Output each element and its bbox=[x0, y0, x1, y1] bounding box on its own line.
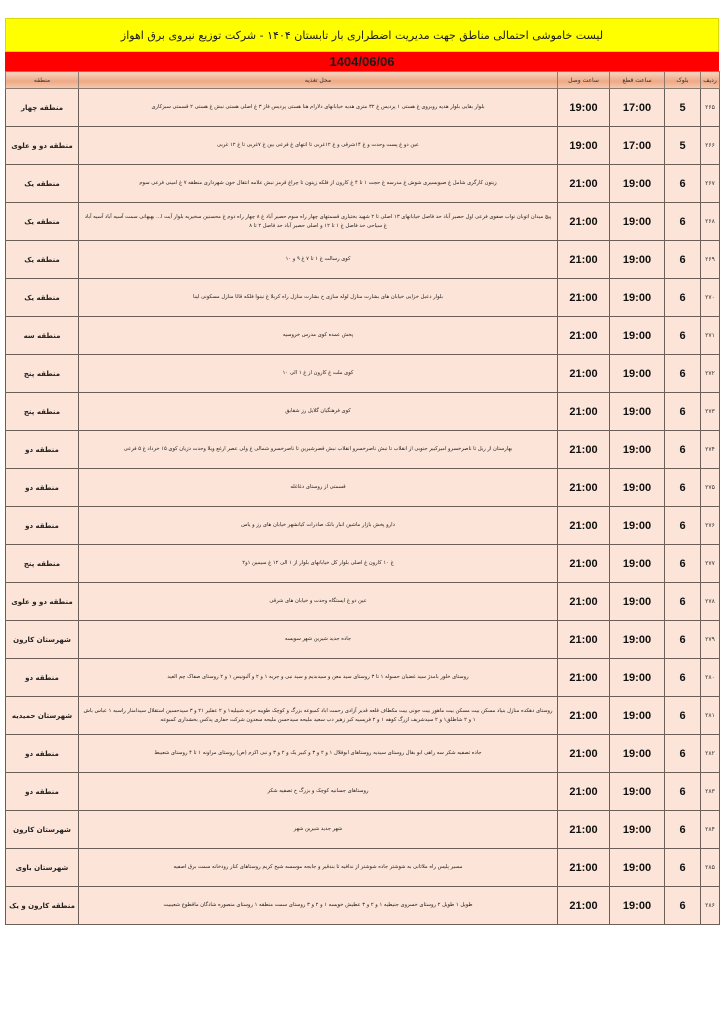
connect-time-cell: 21:00 bbox=[558, 773, 610, 811]
table-row bbox=[6, 431, 720, 469]
row-number-cell: ۲۷۴ bbox=[701, 431, 720, 469]
cut-time-cell: 19:00 bbox=[610, 393, 665, 431]
location-cell: روستای خلور بامدژ سید غضبان حسوله ۱ تا ۳ روستای سید معن و سیدبدیم و سید نبی و جریه ۱ و ۲ و آلبونیس ۱ و ۲ روستای صفاک چم العید bbox=[79, 659, 558, 697]
location-cell: کوی فرهنگیان گلایل رز شقایق bbox=[79, 393, 558, 431]
table-row bbox=[6, 849, 720, 887]
region-cell: شهرستان کارون bbox=[6, 621, 79, 659]
location-cell: قسمتی از روستای دغاغله bbox=[79, 469, 558, 507]
cut-time-cell: 19:00 bbox=[610, 431, 665, 469]
cut-time-cell: 19:00 bbox=[610, 773, 665, 811]
cut-time-cell: 19:00 bbox=[610, 507, 665, 545]
title-banner bbox=[5, 18, 719, 52]
schedule-date: 1404/06/06 bbox=[329, 54, 395, 69]
table-row bbox=[6, 241, 720, 279]
location-cell: مسیر پلیس راه ملاثانی به شوشتر جاده شوشتر از ندافیه تا بندقیر و جابجه موسسه شیخ کریم روستاهای کنار رودخانه سمت برق اصفیه bbox=[79, 849, 558, 887]
location-cell: روستاهای جسانیه کوچک و بزرگ خ تصفیه شکر bbox=[79, 773, 558, 811]
connect-time-cell: 21:00 bbox=[558, 811, 610, 849]
outage-schedule-sheet bbox=[5, 18, 719, 925]
connect-time-cell: 21:00 bbox=[558, 203, 610, 241]
region-cell: منطقه پنج bbox=[6, 393, 79, 431]
table-row bbox=[6, 583, 720, 621]
region-cell: منطقه کارون و یک bbox=[6, 887, 79, 925]
block-cell: 6 bbox=[665, 507, 701, 545]
header-region: منطقه bbox=[6, 72, 79, 89]
header-connect-time: ساعت وصل bbox=[558, 72, 610, 89]
header-block: بلوک bbox=[665, 72, 701, 89]
cut-time-cell: 19:00 bbox=[610, 735, 665, 773]
location-cell: غ ۱۰ کارون غ اصلی بلوار کل خیابانهای بلوار از ۱ الی ۱۲ غ سیمین ۱و۲ bbox=[79, 545, 558, 583]
block-cell: 5 bbox=[665, 89, 701, 127]
location-cell: زیتون کارگری شامل غ صیوبسیری شوش غ مدرسه غ حجت ۱ تا ۴ غ کارون از فلکه زیتون تا چراغ قرمز نبش علامه انتقال خون شهرداری منطقه ۷ غ امینی فرعی سوم bbox=[79, 165, 558, 203]
table-row bbox=[6, 697, 720, 735]
region-cell: منطقه پنج bbox=[6, 355, 79, 393]
region-cell: منطقه یک bbox=[6, 279, 79, 317]
cut-time-cell: 19:00 bbox=[610, 583, 665, 621]
region-cell: منطقه یک bbox=[6, 165, 79, 203]
region-cell: شهرستان کارون bbox=[6, 811, 79, 849]
cut-time-cell: 19:00 bbox=[610, 659, 665, 697]
cut-time-cell: 19:00 bbox=[610, 469, 665, 507]
connect-time-cell: 21:00 bbox=[558, 355, 610, 393]
region-cell: شهرستان حمیدیه bbox=[6, 697, 79, 735]
region-cell: منطقه دو و علوی bbox=[6, 127, 79, 165]
region-cell: شهرستان باوی bbox=[6, 849, 79, 887]
header-location: محل تغذیه bbox=[79, 72, 558, 89]
region-cell: منطقه دو bbox=[6, 507, 79, 545]
region-cell: منطقه سه bbox=[6, 317, 79, 355]
connect-time-cell: 21:00 bbox=[558, 469, 610, 507]
connect-time-cell: 21:00 bbox=[558, 507, 610, 545]
block-cell: 6 bbox=[665, 583, 701, 621]
region-cell: منطقه یک bbox=[6, 241, 79, 279]
block-cell: 6 bbox=[665, 773, 701, 811]
row-number-cell: ۲۷۳ bbox=[701, 393, 720, 431]
outage-table bbox=[5, 71, 720, 925]
region-cell: منطقه دو bbox=[6, 659, 79, 697]
block-cell: 6 bbox=[665, 659, 701, 697]
row-number-cell: ۲۷۷ bbox=[701, 545, 720, 583]
connect-time-cell: 19:00 bbox=[558, 127, 610, 165]
table-row bbox=[6, 393, 720, 431]
block-cell: 6 bbox=[665, 165, 701, 203]
block-cell: 6 bbox=[665, 355, 701, 393]
row-number-cell: ۲۷۶ bbox=[701, 507, 720, 545]
location-cell: عین دو غ پست وحدت و غ ۱۴شرقی و غ ۱۲غربی تا انتهای غ فرعی بین غ ۷غربی تا غ ۱۲ غربی bbox=[79, 127, 558, 165]
location-cell: بهارستان از ریل تا ناصرخسرو امیرکبیر جنوبی از انقلاب تا نبش ناصرخسرو انقلاب نبش قصرشیرین تا ناصرخسرو شمالی غ ولی عصر ارغع ویلا وحدت دزیان کوی ۱۵ خرداد غ ۵ فرعی bbox=[79, 431, 558, 469]
block-cell: 6 bbox=[665, 393, 701, 431]
location-cell: روستای دهکده منازل بنیاد مسکن بیت مسکن بیت ماهور بیت جونی بیت مکطاف قلعه قدیر آزادی رحمت اباد کمبوعه بزرگ و کوچک طویبه حزنه شبیلیه۱ و ۲ عفلیر ۲۱ و ۳ سیدحسین استقلال سیدامنار راسبه ۱ عباس باش ۱ و ۲ شاطلق۱ و ۲ سیدشریف ازرگ کوهه ۱ و ۲ فریسیه کبر زهیر دب سعید ملیحه سیدحسن ملیحه سعدون شرکت حفاری پدکس بخشداری کمبوعه bbox=[79, 697, 558, 735]
page-title: لیست خاموشی احتمالی مناطق جهت مدیریت اضطراری بار تابستان ۱۴۰۴ - شرکت توزیع نیروی برق اهواز bbox=[120, 28, 604, 42]
connect-time-cell: 21:00 bbox=[558, 887, 610, 925]
connect-time-cell: 21:00 bbox=[558, 659, 610, 697]
region-cell: منطقه چهار bbox=[6, 89, 79, 127]
block-cell: 6 bbox=[665, 811, 701, 849]
block-cell: 6 bbox=[665, 697, 701, 735]
location-cell: جاده تصفیه شکر سه راهی ابو بقال روستای سیدیه روستاهای ابوفلال ۱ و ۲ و ۳ و کبیر یک و ۲ و ۳ و نبی اکرم (ص) روستای مراونه ۱ تا ۴ روستای شعیبط bbox=[79, 735, 558, 773]
header-cut-time: ساعت قطع bbox=[610, 72, 665, 89]
region-cell: منطقه پنج bbox=[6, 545, 79, 583]
cut-time-cell: 19:00 bbox=[610, 203, 665, 241]
cut-time-cell: 19:00 bbox=[610, 279, 665, 317]
connect-time-cell: 21:00 bbox=[558, 621, 610, 659]
table-row bbox=[6, 887, 720, 925]
connect-time-cell: 21:00 bbox=[558, 583, 610, 621]
row-number-cell: ۲۸۴ bbox=[701, 811, 720, 849]
table-row bbox=[6, 165, 720, 203]
row-number-cell: ۲۸۵ bbox=[701, 849, 720, 887]
block-cell: 6 bbox=[665, 431, 701, 469]
connect-time-cell: 21:00 bbox=[558, 165, 610, 203]
table-row bbox=[6, 355, 720, 393]
cut-time-cell: 19:00 bbox=[610, 355, 665, 393]
row-number-cell: ۲۸۰ bbox=[701, 659, 720, 697]
block-cell: 6 bbox=[665, 279, 701, 317]
date-bar bbox=[5, 52, 719, 71]
location-cell: طویل ۱ طویل ۲ روستای خسروی جنیطیه ۱ و ۲ و ۳ عطیش خویسه ۱ و ۲ و ۳ روستای سمت منطقه ۱ روستای منصوره شادگان ماقطوع شعیبیت bbox=[79, 887, 558, 925]
row-number-cell: ۲۷۵ bbox=[701, 469, 720, 507]
table-header-row bbox=[6, 72, 720, 89]
connect-time-cell: 21:00 bbox=[558, 697, 610, 735]
cut-time-cell: 19:00 bbox=[610, 697, 665, 735]
block-cell: 6 bbox=[665, 317, 701, 355]
cut-time-cell: 19:00 bbox=[610, 545, 665, 583]
table-row bbox=[6, 659, 720, 697]
table-body bbox=[6, 89, 720, 925]
cut-time-cell: 19:00 bbox=[610, 165, 665, 203]
connect-time-cell: 21:00 bbox=[558, 849, 610, 887]
table-row bbox=[6, 773, 720, 811]
region-cell: منطقه دو bbox=[6, 773, 79, 811]
cut-time-cell: 17:00 bbox=[610, 89, 665, 127]
header-row-number: ردیف bbox=[701, 72, 720, 89]
block-cell: 6 bbox=[665, 545, 701, 583]
connect-time-cell: 21:00 bbox=[558, 279, 610, 317]
block-cell: 6 bbox=[665, 887, 701, 925]
connect-time-cell: 21:00 bbox=[558, 393, 610, 431]
cut-time-cell: 17:00 bbox=[610, 127, 665, 165]
row-number-cell: ۲۷۹ bbox=[701, 621, 720, 659]
table-row bbox=[6, 811, 720, 849]
cut-time-cell: 19:00 bbox=[610, 811, 665, 849]
connect-time-cell: 21:00 bbox=[558, 735, 610, 773]
location-cell: جاده جدید شیرین شهر سویسه bbox=[79, 621, 558, 659]
row-number-cell: ۲۷۰ bbox=[701, 279, 720, 317]
cut-time-cell: 19:00 bbox=[610, 317, 665, 355]
location-cell: کوی ملت غ کارون از غ ۱ الی ۱۰ bbox=[79, 355, 558, 393]
table-row bbox=[6, 545, 720, 583]
block-cell: 6 bbox=[665, 849, 701, 887]
row-number-cell: ۲۸۳ bbox=[701, 773, 720, 811]
table-row bbox=[6, 507, 720, 545]
region-cell: منطقه دو bbox=[6, 735, 79, 773]
block-cell: 5 bbox=[665, 127, 701, 165]
row-number-cell: ۲۸۱ bbox=[701, 697, 720, 735]
row-number-cell: ۲۶۹ bbox=[701, 241, 720, 279]
table-row bbox=[6, 127, 720, 165]
connect-time-cell: 21:00 bbox=[558, 317, 610, 355]
table-row bbox=[6, 735, 720, 773]
block-cell: 6 bbox=[665, 241, 701, 279]
table-row bbox=[6, 89, 720, 127]
table-row bbox=[6, 621, 720, 659]
connect-time-cell: 19:00 bbox=[558, 89, 610, 127]
table-row bbox=[6, 317, 720, 355]
block-cell: 6 bbox=[665, 469, 701, 507]
location-cell: بلوار بقایی بلوار هدیه روبروی غ هستی ۱ پردیس غ ۳۲ متری هدیه خیابانهای دلارام هنا هستی پردیس فاز ۳ غ اصلی هستی نبش غ هستی ۲ قسمتی سبزکاری bbox=[79, 89, 558, 127]
connect-time-cell: 21:00 bbox=[558, 545, 610, 583]
row-number-cell: ۲۶۸ bbox=[701, 203, 720, 241]
location-cell: بلوار دعبل خزایی خیابان های بشارت منازل لوله سازی خ بشارت منازل راه کربلا غ نینوا فلکه قائا منازل مسکونی لینا bbox=[79, 279, 558, 317]
location-cell: کوی رسالت غ ۱ تا ۷ غ ۹ و ۱۰ bbox=[79, 241, 558, 279]
row-number-cell: ۲۶۵ bbox=[701, 89, 720, 127]
region-cell: منطقه دو bbox=[6, 431, 79, 469]
table-row bbox=[6, 203, 720, 241]
row-number-cell: ۲۸۶ bbox=[701, 887, 720, 925]
row-number-cell: ۲۶۶ bbox=[701, 127, 720, 165]
row-number-cell: ۲۷۲ bbox=[701, 355, 720, 393]
location-cell: دارو پخش بازار ماشین انبار بانک صادرات کیانشهر خیابان های رز و یاس bbox=[79, 507, 558, 545]
table-row bbox=[6, 279, 720, 317]
row-number-cell: ۲۷۱ bbox=[701, 317, 720, 355]
cut-time-cell: 19:00 bbox=[610, 887, 665, 925]
location-cell: شهر جدید شیرین شهر bbox=[79, 811, 558, 849]
block-cell: 6 bbox=[665, 621, 701, 659]
cut-time-cell: 19:00 bbox=[610, 621, 665, 659]
row-number-cell: ۲۸۲ bbox=[701, 735, 720, 773]
block-cell: 6 bbox=[665, 203, 701, 241]
table-row bbox=[6, 469, 720, 507]
row-number-cell: ۲۷۸ bbox=[701, 583, 720, 621]
connect-time-cell: 21:00 bbox=[558, 241, 610, 279]
region-cell: منطقه دو bbox=[6, 469, 79, 507]
location-cell: عین دو غ ایستگاه وحدت و خیابان های شرقی bbox=[79, 583, 558, 621]
location-cell: پیچ میدان اتوبان نواب صفوی فرعی اول حصیر آباد حد فاصل خیابانهای ۱۳ اصلی تا ۲ شهید بختیاری قسمتهای چهار راه سوم حصیر آباد غ ۸ چهار راه دوم غ محسنین سخیریه بلوار آیت ا... بهبهانی سمت آسیه آباد آسیه آباد غ سیاحی حد فاصل غ ۱ تا ۱۲ و اصلی حصیر آباد حد فاصل ۲ تا ۸ bbox=[79, 203, 558, 241]
cut-time-cell: 19:00 bbox=[610, 241, 665, 279]
region-cell: منطقه یک bbox=[6, 203, 79, 241]
location-cell: پخش عمده کوی مدرس خروسیه bbox=[79, 317, 558, 355]
row-number-cell: ۲۶۷ bbox=[701, 165, 720, 203]
cut-time-cell: 19:00 bbox=[610, 849, 665, 887]
connect-time-cell: 21:00 bbox=[558, 431, 610, 469]
region-cell: منطقه دو و علوی bbox=[6, 583, 79, 621]
block-cell: 6 bbox=[665, 735, 701, 773]
